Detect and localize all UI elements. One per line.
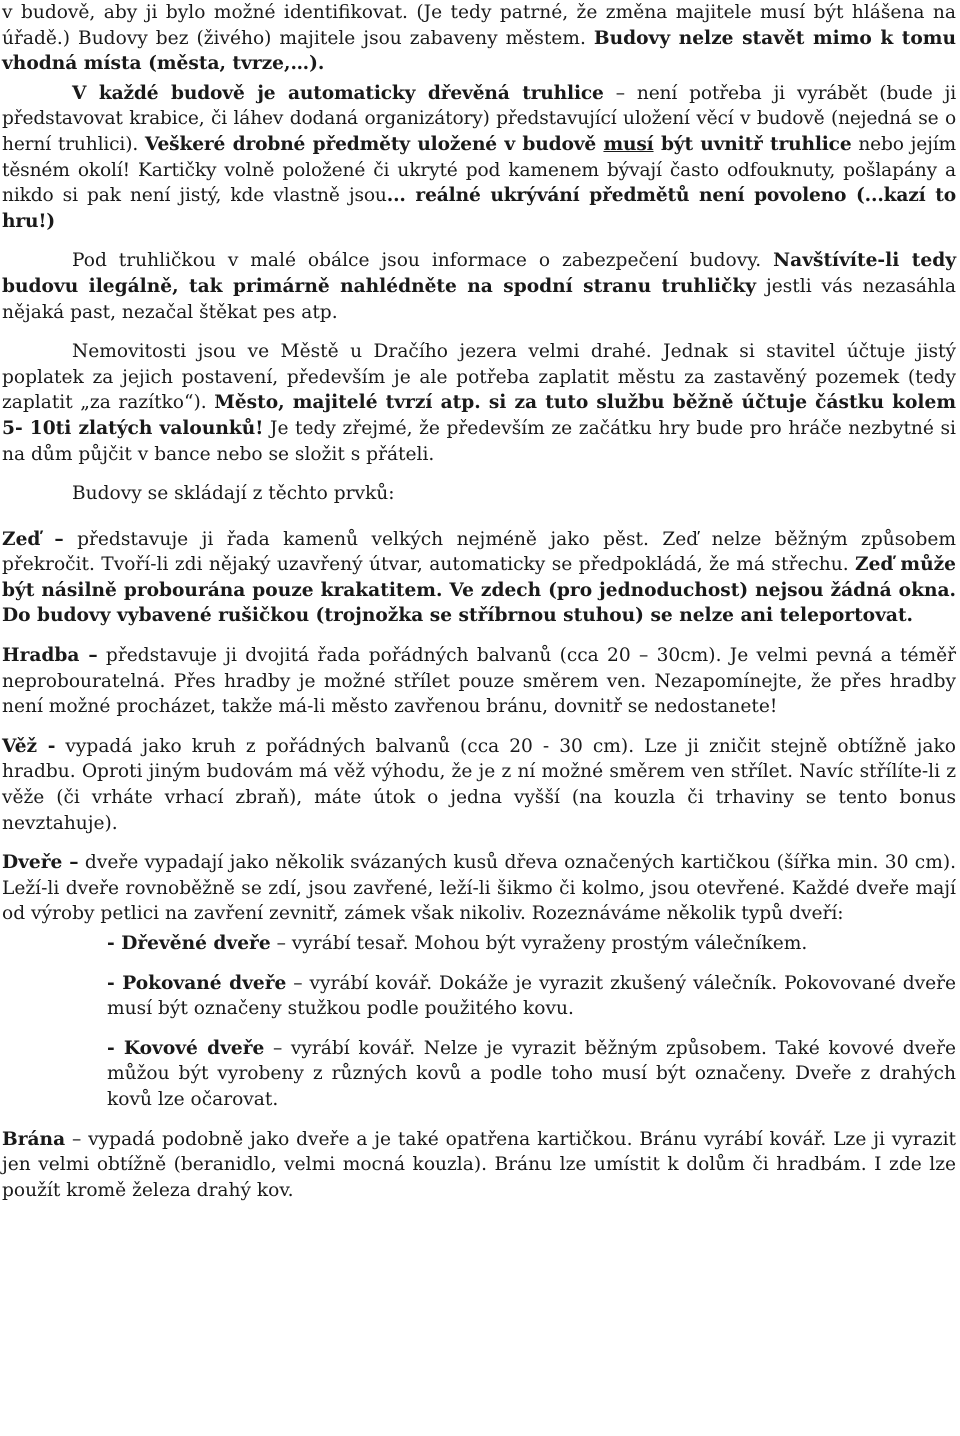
bold-text: ... reálné ukrývání předmětů není povoleno (...kazí to hru!) [2,185,956,232]
text: v budově, aby ji bylo možné identifikovat. (Je tedy patrné, že změna majitele musí být hlášena na úřadě.) Budovy bez (živého) majitele jsou zabaveny městem. [2,2,956,49]
text: Nemovitosti jsou ve Městě u Dračího jezera velmi drahé. Jednak si stavitel účtuje jistý poplatek za jejich postavení, především je ale potřeba zaplatit městu za zastavěný pozemek (tedy zaplatit „za razítko“). [2,341,956,414]
bold-text: Zeď může být násilně probourána pouze krakatitem. Ve zdech (pro jednoduchost) nejsou žádná okna. Do budovy vybavené rušičkou (trojnožka se stříbrnou stuhou) se nelze ani teleportovat. [2,554,956,627]
bold-text: Budovy nelze stavět mimo k tomu vhodná místa (města, tvrze,…). [2,27,956,75]
underline: musí [603,133,654,155]
door-type-wooden [107,931,956,957]
text: dveře vypadají jako několik svázaných kusů dřeva označených kartičkou (šířka min. 30 cm). Leží-li dveře rovnoběžně se zdí, jsou zavřené, leží-li šikmo či kolmo, jsou otevřené. Každé dveře mají od výroby petlici na zavření zevnitř, zámek však nikoliv. Rozeznáváme několik typů dveří: [2,852,956,925]
text: vypadá jako kruh z pořádných balvanů (cca 20 - 30 cm). Lze ji zničit stejně obtížně jako hradbu. Oproti jiným budovám má věž výhodu, že je z ní možné směrem ven střílet. Navíc střílíte-li z věže (či vrháte vrhací zbraň), máte útok o jedna vyšší (na kouzla či trhaviny se tento bonus nevztahuje). [2,735,956,834]
text: – vypadá podobně jako dveře a je také opatřena kartičkou. Bránu vyrábí kovář. Lze ji vyrazit jen velmi obtížně (beranidlo, velmi mocná kouzla). Bránu lze umístit k dolům či hradbám. I zde lze použít kromě železa drahý kov. [2,1128,956,1201]
paragraph-rampart [2,643,956,720]
text: Je tedy zřejmé, že především ze začátku hry bude pro hráče nezbytné si na dům půjčit v bance nebo se složit s přáteli. [2,417,956,465]
paragraph-wall [2,527,956,629]
bold-text: Hradba – [2,645,98,667]
bold-text: Zeď – [2,528,64,550]
paragraph-chest [2,81,956,235]
bold-text: - Pokované dveře [107,972,287,994]
text: představuje ji řada kamenů velkých nejméně jako pěst. Zeď nelze běžným způsobem překročit. Tvoří-li zdi nějaký uzavřený útvar, automaticky se předpokládá, že má střechu. [2,528,956,576]
door-type-plated [107,971,956,1022]
paragraph-tower [2,734,956,836]
text: představuje ji dvojitá řada pořádných balvanů (cca 20 – 30cm). Je velmi pevná a téměř neprobouratelná. Přes hradby je možné střílet pouze směrem ven. Nezapomínejte, že přes hradby není možné procházet, takže má-li město zavřenou bránu, dovnitř se nedostanete! [2,645,956,718]
bold-text: - Kovové dveře [107,1037,265,1059]
text: Pod truhličkou v malé obálce jsou informace o zabezpečení budovy. [72,250,774,272]
bold-text: Navštívíte-li tedy budovu ilegálně, tak primárně nahlédněte na spodní stranu truhličky [2,250,956,297]
text: jestli vás nezasáhla nějaká past, nezačal štěkat pes atp. [2,275,956,323]
text: Budovy se skládají z těchto prvků: [72,483,395,505]
paragraph-gate [2,1127,956,1204]
bold-text: - Dřevěné dveře [107,933,271,954]
text: nebo jejím těsném okolí! Kartičky volně položené či ukryté pod kamenem bývají často odfouknuty, pošlapány a nikdo si pak není jistý, kde vlastně jsou [2,133,956,207]
door-type-metal [107,1036,956,1113]
bold-text: Dveře – [2,852,79,874]
paragraph-doors [2,850,956,927]
bold-text: být uvnitř truhlice [653,133,852,155]
bold-text: Věž - [2,735,56,757]
paragraph-building-elements [2,481,956,507]
bold-text: Veškeré drobné předměty uložené v budově [144,133,604,155]
text: – vyrábí tesař. Mohou být vyraženy prostým válečníkem. [270,933,808,954]
bold-text: Brána [2,1128,66,1150]
bold-text: Město, majitelé tvrzí atp. si za tuto službu běžně účtuje částku kolem 5- 10ti zlatých valounků! [2,392,956,439]
text: – vyrábí kovář. Dokáže je vyrazit zkušený válečník. Pokovované dveře musí být označeny stužkou podle použitého kovu. [107,972,956,1020]
text: – není potřeba ji vyrábět (bude ji představovat krabice, či láhev dodaná organizátory) představující uložení věcí v budově (nejedná se o herní truhlici). [2,82,956,155]
bold-underlined-text [603,134,653,155]
paragraph-security [2,248,956,325]
paragraph-property-cost [2,339,956,467]
paragraph-identification [2,0,956,77]
text: – vyrábí kovář. Nelze je vyrazit běžným způsobem. Také kovové dveře můžou být vyrobeny z různých kovů a podle toho musí být označeny. Dveře z drahých kovů lze očarovat. [107,1037,956,1110]
bold-text: V každé budově je automaticky dřevěná truhlice [72,82,604,104]
